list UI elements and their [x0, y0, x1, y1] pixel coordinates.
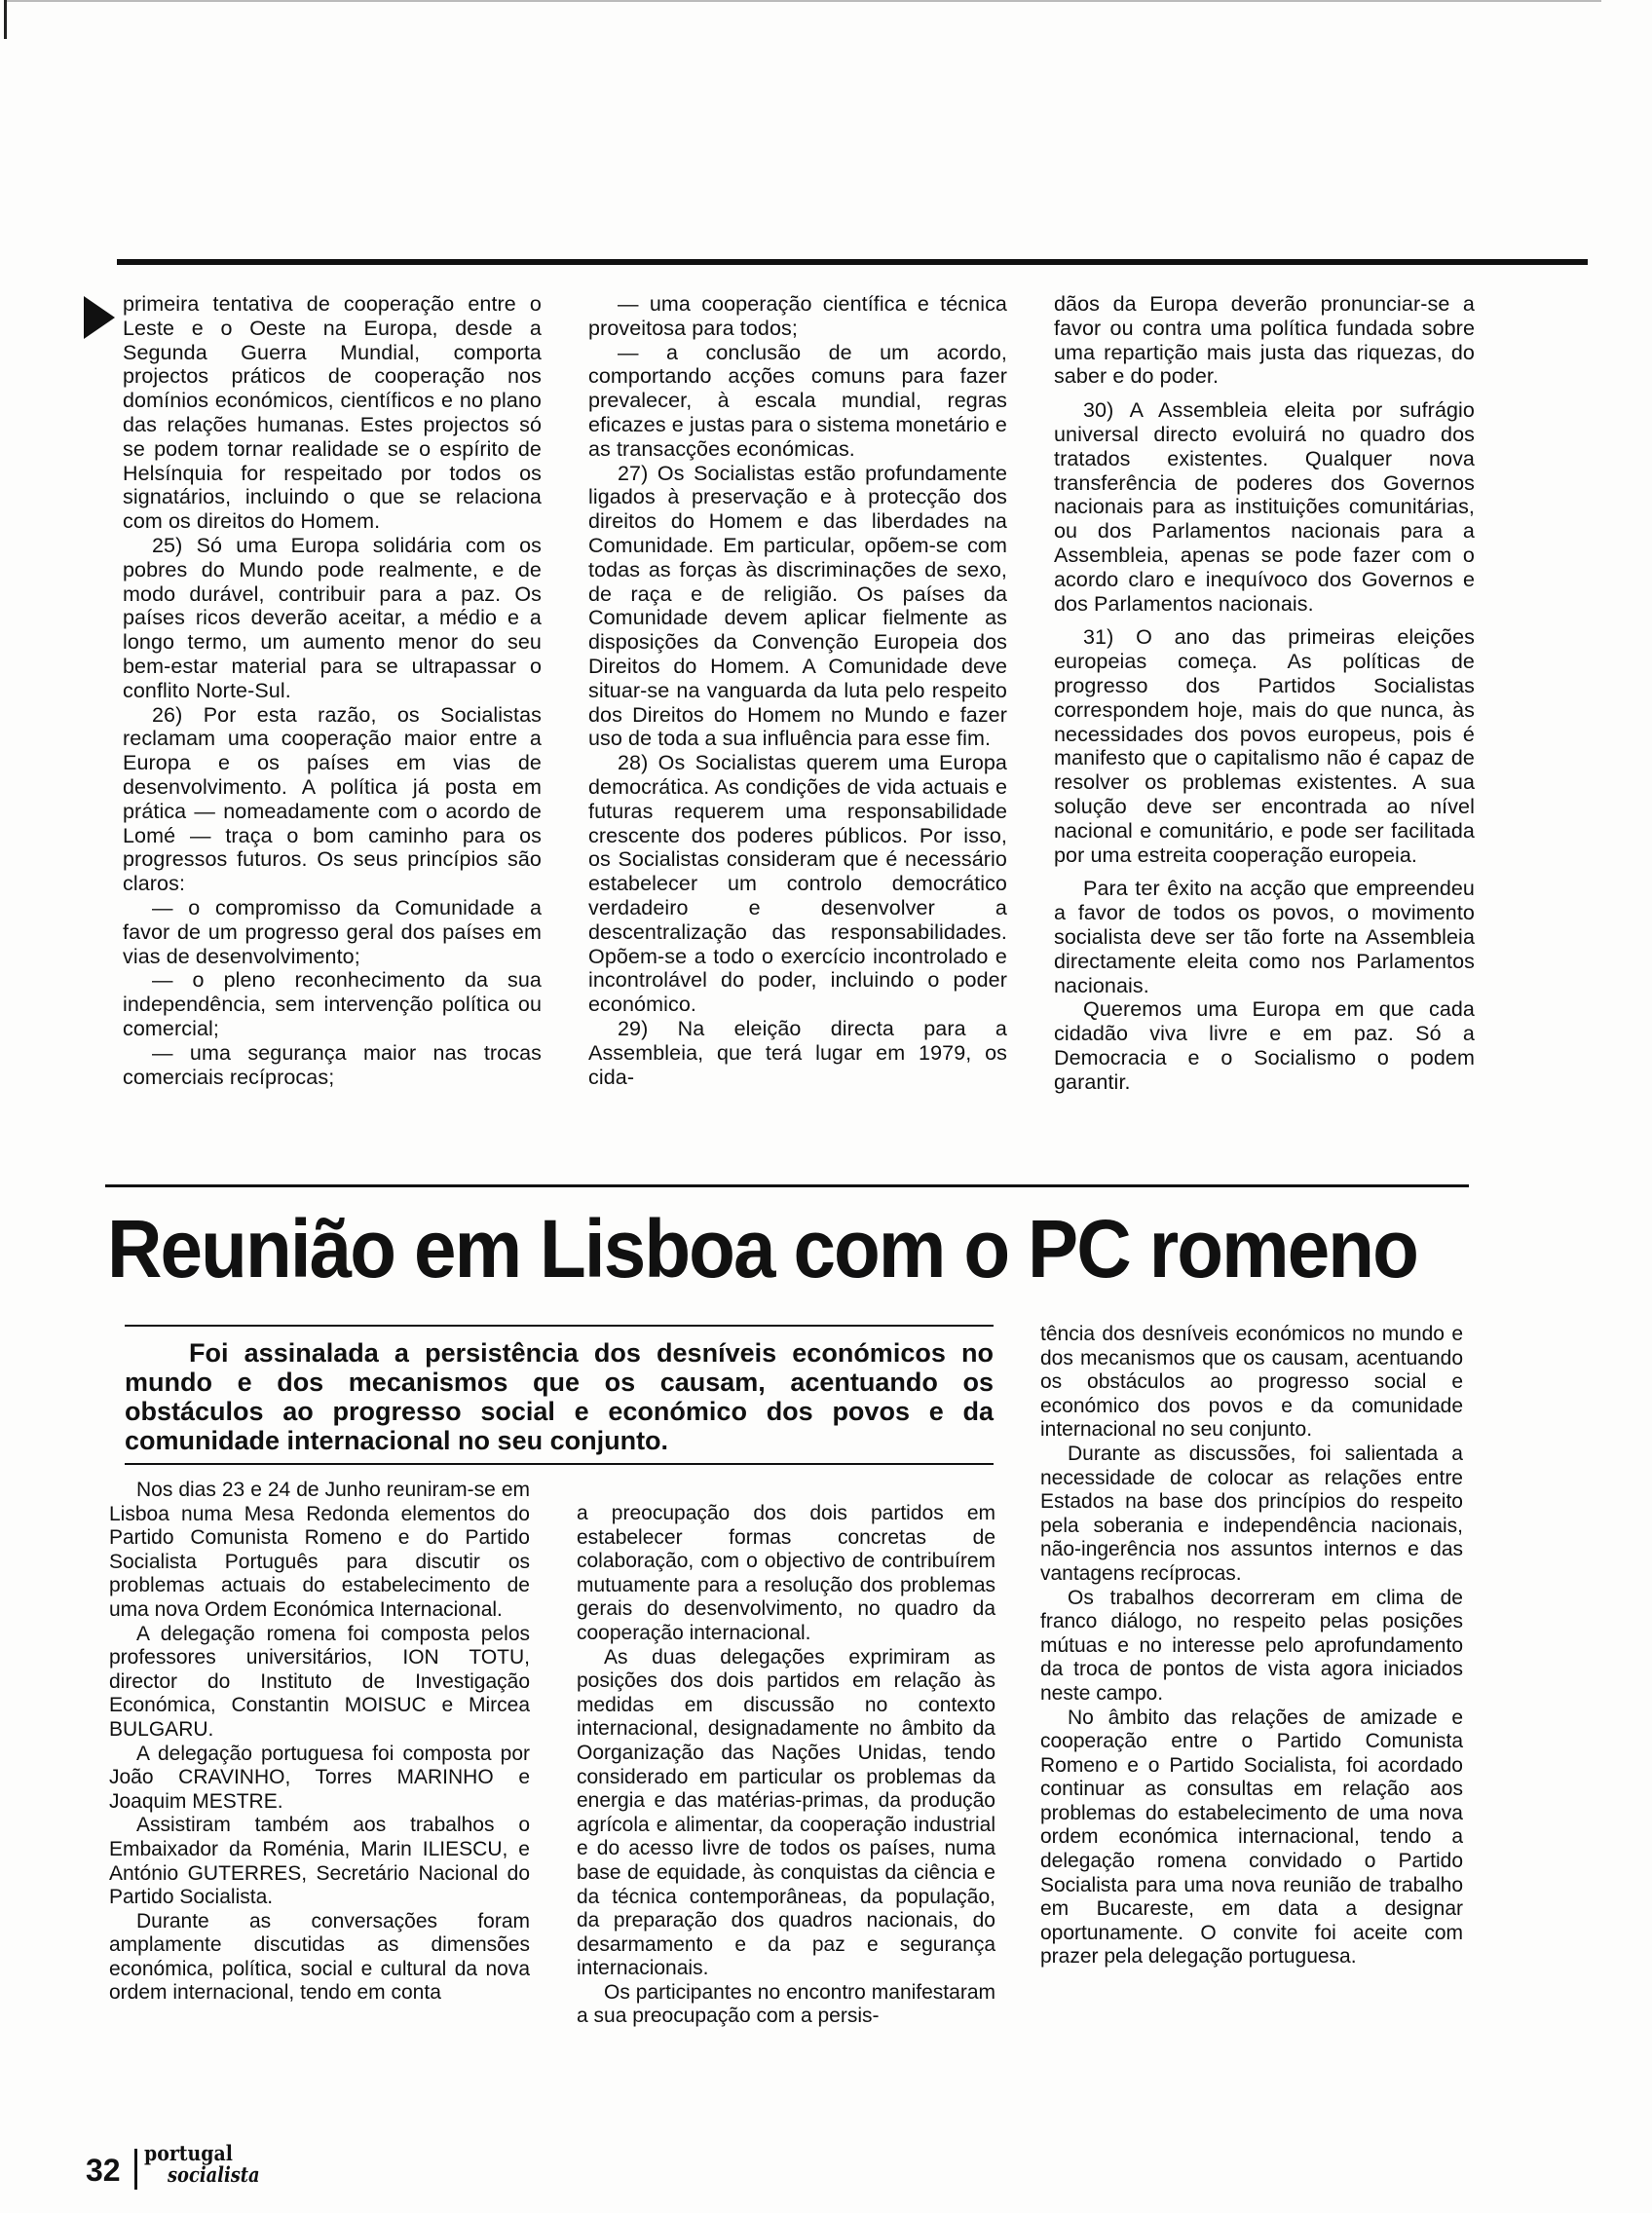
paragraph: Durante as conversações foram amplamente discutidas as dimensões económica, política, social e cultural da nova ordem internacional, tendo em conta: [109, 1909, 530, 2005]
paragraph: — o pleno reconhecimento da sua independência, sem intervenção política ou comercial;: [123, 968, 542, 1040]
paragraph: 27) Os Socialistas estão profundamente ligados à preservação e à protecção dos direitos do Homem e das liberdades na Comunidade. Em particular, opõem-se com todas as forças às discriminações de sexo, de raça e de religião. Os países da Comunidade devem aplicar fielmente as disposições da Convenção Europeia dos Direitos do Homem. A Comunidade deve situar-se na vanguarda da luta pelo respeito dos Direitos do Homem no Mundo e fazer uso de toda a sua influência para esse fim.: [588, 461, 1007, 751]
footer-divider: [134, 2149, 137, 2190]
paragraph: 28) Os Socialistas querem uma Europa democrática. As condições de vida actuais e futuras requerem uma responsabilidade crescente dos poderes públicos. Por isso, os Socialistas consideram que é necessário estabelecer um controlo democrático verdadeiro e desenvolver a descentralização das responsabilidades. Opõem-se a todo o exercício incontrolado e incontrolável do poder, incluindo o poder económico.: [588, 751, 1007, 1017]
paragraph: Assistiram também aos trabalhos o Embaixador da Roménia, Marin ILIESCU, e António GUTERRES, Secretário Nacional do Partido Socialista.: [109, 1814, 530, 1909]
section-rule: [105, 1184, 1469, 1187]
paragraph: A delegação portuguesa foi composta por João CRAVINHO, Torres MARINHO e Joaquim MESTRE.: [109, 1742, 530, 1813]
paragraph: a preocupação dos dois partidos em estabelecer formas concretas de colaboração, com o objectivo de contribuírem mutuamente para a resolução dos problemas gerais do desenvolvimento, no quadro da cooperação internacional.: [577, 1502, 995, 1644]
paragraph: tência dos desníveis económicos no mundo e dos mecanismos que os causam, acentuando os obstáculos ao progresso social e económico dos povos e da comunidade internacional no seu conjunto.: [1040, 1323, 1463, 1442]
paragraph: — a conclusão de um acordo, comportando acções comuns para fazer prevalecer, à escala mundial, regras eficazes e justas para o sistema monetário e as transacções económicas.: [588, 340, 1007, 461]
article1-column-3: [1054, 292, 1475, 1095]
article-headline: Reunião em Lisboa com o PC romeno: [107, 1203, 1418, 1294]
article2-column-1: [109, 1479, 530, 2006]
paragraph: As duas delegações exprimiram as posições dos dois partidos em relação às medidas em discussão no contexto internacional, designadamente no âmbito da Oorganização das Nações Unidas, tendo considerado em particular os problemas da energia e das matérias-primas, da produção agrícola e alimentar, da cooperação industrial e do acesso livre de todos os países, numa base de equidade, às conquistas da ciência e da técnica contemporâneas, da população, da preparação dos quadros nacionais, do desarmamento e da paz e segurança internacionais.: [577, 1645, 995, 1980]
paragraph: dãos da Europa deverão pronunciar-se a favor ou contra uma política fundada sobre uma repartição mais justa das riquezas, do saber e do poder.: [1054, 292, 1475, 389]
article-deck: [125, 1338, 994, 1455]
paragraph: 31) O ano das primeiras eleições europeias começa. As políticas de progresso dos Partidos Socialistas correspondem hoje, mais do que nunca, às necessidades dos povos europeus, pois é manifesto que o capitalismo não é capaz de resolver os problemas existentes. A sua solução deve ser encontrada ao nível nacional e comunitário, e pode ser facilitada por uma estreita cooperação europeia.: [1054, 625, 1475, 867]
scan-edge-line: [4, 0, 1601, 2]
triangle-arrow-icon: [84, 296, 115, 339]
paragraph: Para ter êxito na acção que empreendeu a favor de todos os povos, o movimento socialista deve ser tão forte na Assembleia directamente eleita como nos Parlamentos nacionais.: [1054, 877, 1475, 997]
paragraph: 26) Por esta razão, os Socialistas reclamam uma cooperação maior entre a Europa e os países em vias de desenvolvimento. A política já posta em prática — nomeadamente com o acordo de Lomé — traça o bom caminho para os progressos futuros. Os seus princípios são claros:: [123, 702, 542, 896]
paragraph: primeira tentativa de cooperação entre o Leste e o Oeste na Europa, desde a Segunda Guerra Mundial, comporta projectos práticos de cooperação nos domínios económicos, científicos e no plano das relações humanas. Estes projectos só se podem tornar realidade se o espírito de Helsínquia for respeitado por todos os signatários, incluindo o que se relaciona com os direitos do Homem.: [123, 292, 542, 534]
deck-bottom-rule: [125, 1463, 994, 1465]
paragraph: — uma segurança maior nas trocas comerciais recíprocas;: [123, 1040, 542, 1089]
paragraph: 25) Só uma Europa solidária com os pobres do Mundo pode realmente, e de modo durável, contribuir para a paz. Os países ricos deverão aceitar, a médio e a longo termo, um aumento menor do seu bem-estar material para se ultrapassar o conflito Norte-Sul.: [123, 533, 542, 702]
scan-edge-mark: [4, 0, 7, 39]
paragraph: A delegação romena foi composta pelos professores universitários, ION TOTU, director do Instituto de Investigação Económica, Constantin MOISUC e Mircea BULGARU.: [109, 1622, 530, 1741]
article2-column-2: [577, 1502, 995, 2029]
paragraph: Queremos uma Europa em que cada cidadão viva livre e em paz. Só a Democracia e o Socialismo o podem garantir.: [1054, 997, 1475, 1094]
logo-line-1: portugal: [144, 2141, 233, 2165]
paragraph: Nos dias 23 e 24 de Junho reuniram-se em Lisboa numa Mesa Redonda elementos do Partido Comunista Romeno e do Partido Socialista Português para discutir os problemas actuais do estabelecimento de uma nova Ordem Económica Internacional.: [109, 1479, 530, 1621]
paragraph: No âmbito das relações de amizade e cooperação entre o Partido Comunista Romeno e o Partido Socialista, foi acordado continuar as consultas em relação aos problemas do estabelecimento de uma nova ordem económica internacional, tendo a delegação romena convidado o Partido Socialista para uma nova reunião de trabalho em Bucareste, em data a designar oportunamente. O convite foi aceite com prazer pela delegação portuguesa.: [1040, 1706, 1463, 1969]
paragraph: 29) Na eleição directa para a Assembleia, que terá lugar em 1979, os cida-: [588, 1016, 1007, 1089]
page-number: 32: [86, 2153, 121, 2188]
paragraph: — o compromisso da Comunidade a favor de um progresso geral dos países em vias de desenvolvimento;: [123, 895, 542, 968]
logo-line-2: socialista: [168, 2162, 260, 2187]
top-rule: [117, 259, 1588, 265]
publication-logo: [144, 2143, 261, 2192]
paragraph: — uma cooperação científica e técnica proveitosa para todos;: [588, 292, 1007, 340]
deck-text: Foi assinalada a persistência dos desníveis económicos no mundo e dos mecanismos que os causam, acentuando os obstáculos ao progresso social e económico dos povos e da comunidade internacional no seu conjunto.: [125, 1338, 994, 1455]
article2-column-3: [1040, 1323, 1463, 1969]
article1-column-2: [588, 292, 1007, 1089]
paragraph: Durante as discussões, foi salientada a necessidade de colocar as relações entre Estados na base dos princípios do respeito pela soberania e independência nacionais, não-ingerência nos assuntos internos e das vantagens recíprocas.: [1040, 1442, 1463, 1585]
deck-top-rule: [125, 1325, 994, 1327]
paragraph: Os participantes no encontro manifestaram a sua preocupação com a persis-: [577, 1980, 995, 2028]
paragraph: Os trabalhos decorreram em clima de franco diálogo, no respeito pelas posições mútuas e no interesse pelo aprofundamento da troca de pontos de vista agora iniciados neste campo.: [1040, 1586, 1463, 1705]
article1-column-1: [123, 292, 542, 1089]
paragraph: 30) A Assembleia eleita por sufrágio universal directo evoluirá no quadro dos tratados existentes. Qualquer nova transferência de poderes dos Governos nacionais para as instituições comunitárias, ou dos Parlamentos nacionais para a Assembleia, apenas se pode fazer com o acordo claro e inequívoco dos Governos e dos Parlamentos nacionais.: [1054, 398, 1475, 616]
